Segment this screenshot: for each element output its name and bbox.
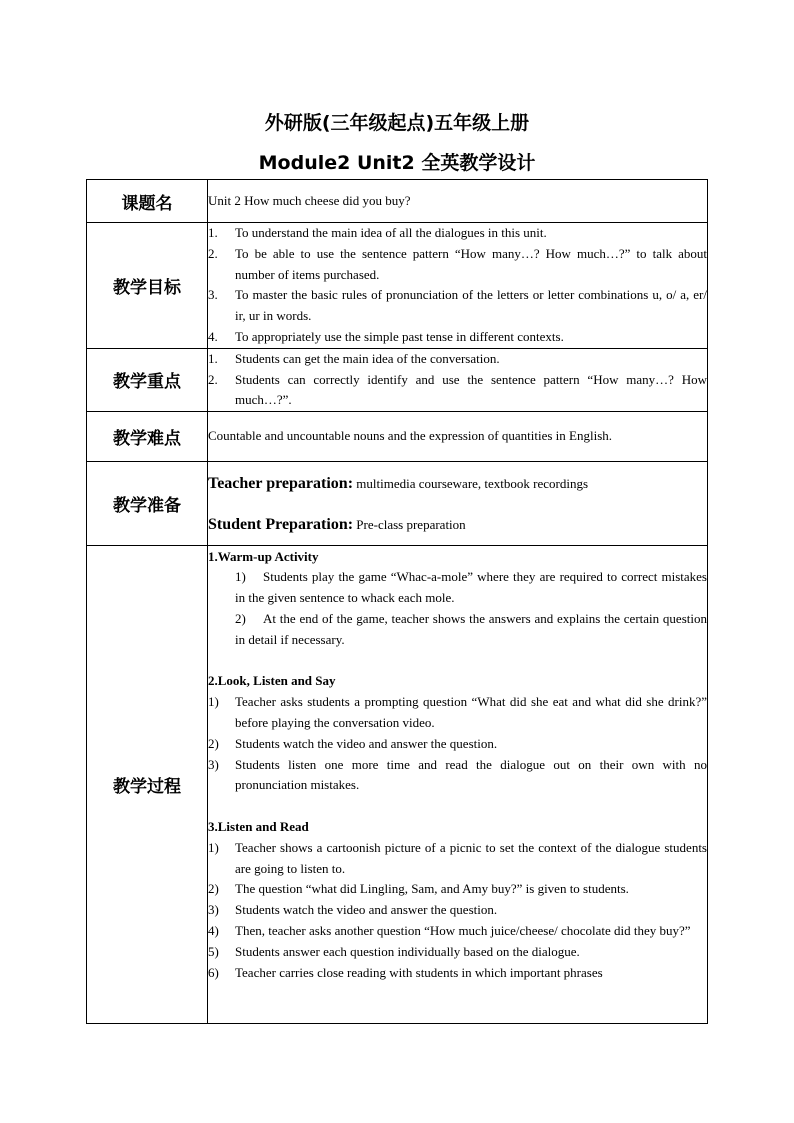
list-item: 2. Students can correctly identify and use the sentence pattern “How many…? How much…?”. [208, 371, 707, 408]
list-item: 2. To be able to use the sentence pattern “How many…? How much…?” to talk about number of items purchased. [208, 245, 707, 282]
objectives-label: 教学目标 [87, 223, 208, 349]
list-item: 2) Students watch the video and answer the question. [208, 735, 498, 751]
preparation-content [208, 462, 708, 546]
list-item: 6) Teacher carries close reading with students in which important phrases [208, 964, 603, 980]
document-subtitle: Module2 Unit2 全英教学设计 [258, 152, 536, 174]
objectives-list [208, 223, 707, 348]
section-heading: 1.Warm-up Activity [208, 548, 319, 564]
list-item: 1) Teacher asks students a prompting question “What did she eat and what did she drink?” before playing the conversation video. [208, 694, 707, 731]
list-item: 1) Students play the game “Whac-a-mole” where they are required to correct mistakes in the given sentence to whack each mole. [235, 569, 707, 606]
list-item: 2) At the end of the game, teacher shows the answers and explains the certain question in detail if necessary. [235, 611, 707, 647]
process-list [208, 838, 707, 984]
key-points-content [208, 348, 708, 411]
difficulties-label: 教学难点 [87, 412, 208, 462]
lesson-plan-table [86, 179, 708, 1024]
process-content [208, 546, 708, 1024]
teacher-preparation: Teacher preparation: multimedia courseware, textbook recordings [208, 474, 589, 492]
list-item: 2) The question “what did Lingling, Sam, and Amy buy?” is given to students. [208, 881, 629, 897]
list-item: 4) Then, teacher asks another question “How much juice/cheese/ chocolate did they buy?” [208, 923, 691, 939]
process-label: 教学过程 [87, 546, 208, 1024]
student-preparation: Student Preparation: Pre-class preparation [208, 515, 466, 533]
table-row [87, 462, 708, 546]
section-heading: 2.Look, Listen and Say [208, 673, 336, 689]
list-item: 1. Students can get the main idea of the conversation. [208, 350, 500, 366]
table-row [87, 546, 708, 1024]
preparation-label: 教学准备 [87, 462, 208, 546]
objectives-content [208, 223, 708, 349]
topic-label: 课题名 [87, 180, 208, 223]
process-list [208, 692, 707, 796]
key-points-list [208, 349, 707, 411]
table-row [87, 223, 708, 349]
list-item: 5) Students answer each question individually based on the dialogue. [208, 943, 580, 959]
list-item: 4. To appropriately use the simple past tense in different contexts. [208, 328, 564, 344]
difficulties-content: Countable and uncountable nouns and the expression of quantities in English. [208, 412, 708, 462]
list-item: 1. To understand the main idea of all the dialogues in this unit. [208, 225, 547, 240]
list-item: 3) Students watch the video and answer the question. [208, 902, 498, 918]
list-item: 3. To master the basic rules of pronunciation of the letters or letter combinations u, o/ a, er/ ir, ur in words. [208, 287, 707, 324]
topic-text: Unit 2 How much cheese did you buy? [208, 180, 708, 223]
list-item: 3) Students listen one more time and read the dialogue out on their own with no pronunciation mistakes. [208, 756, 707, 793]
table-row [87, 180, 708, 223]
list-item: 1) Teacher shows a cartoonish picture of a picnic to set the context of the dialogue students are going to listen to. [208, 839, 707, 876]
document-title: 外研版(三年级起点)五年级上册 [264, 112, 530, 134]
section-heading: 3.Listen and Read [208, 819, 309, 835]
table-row [87, 412, 708, 462]
key-points-label: 教学重点 [87, 348, 208, 411]
table-row [87, 348, 708, 411]
